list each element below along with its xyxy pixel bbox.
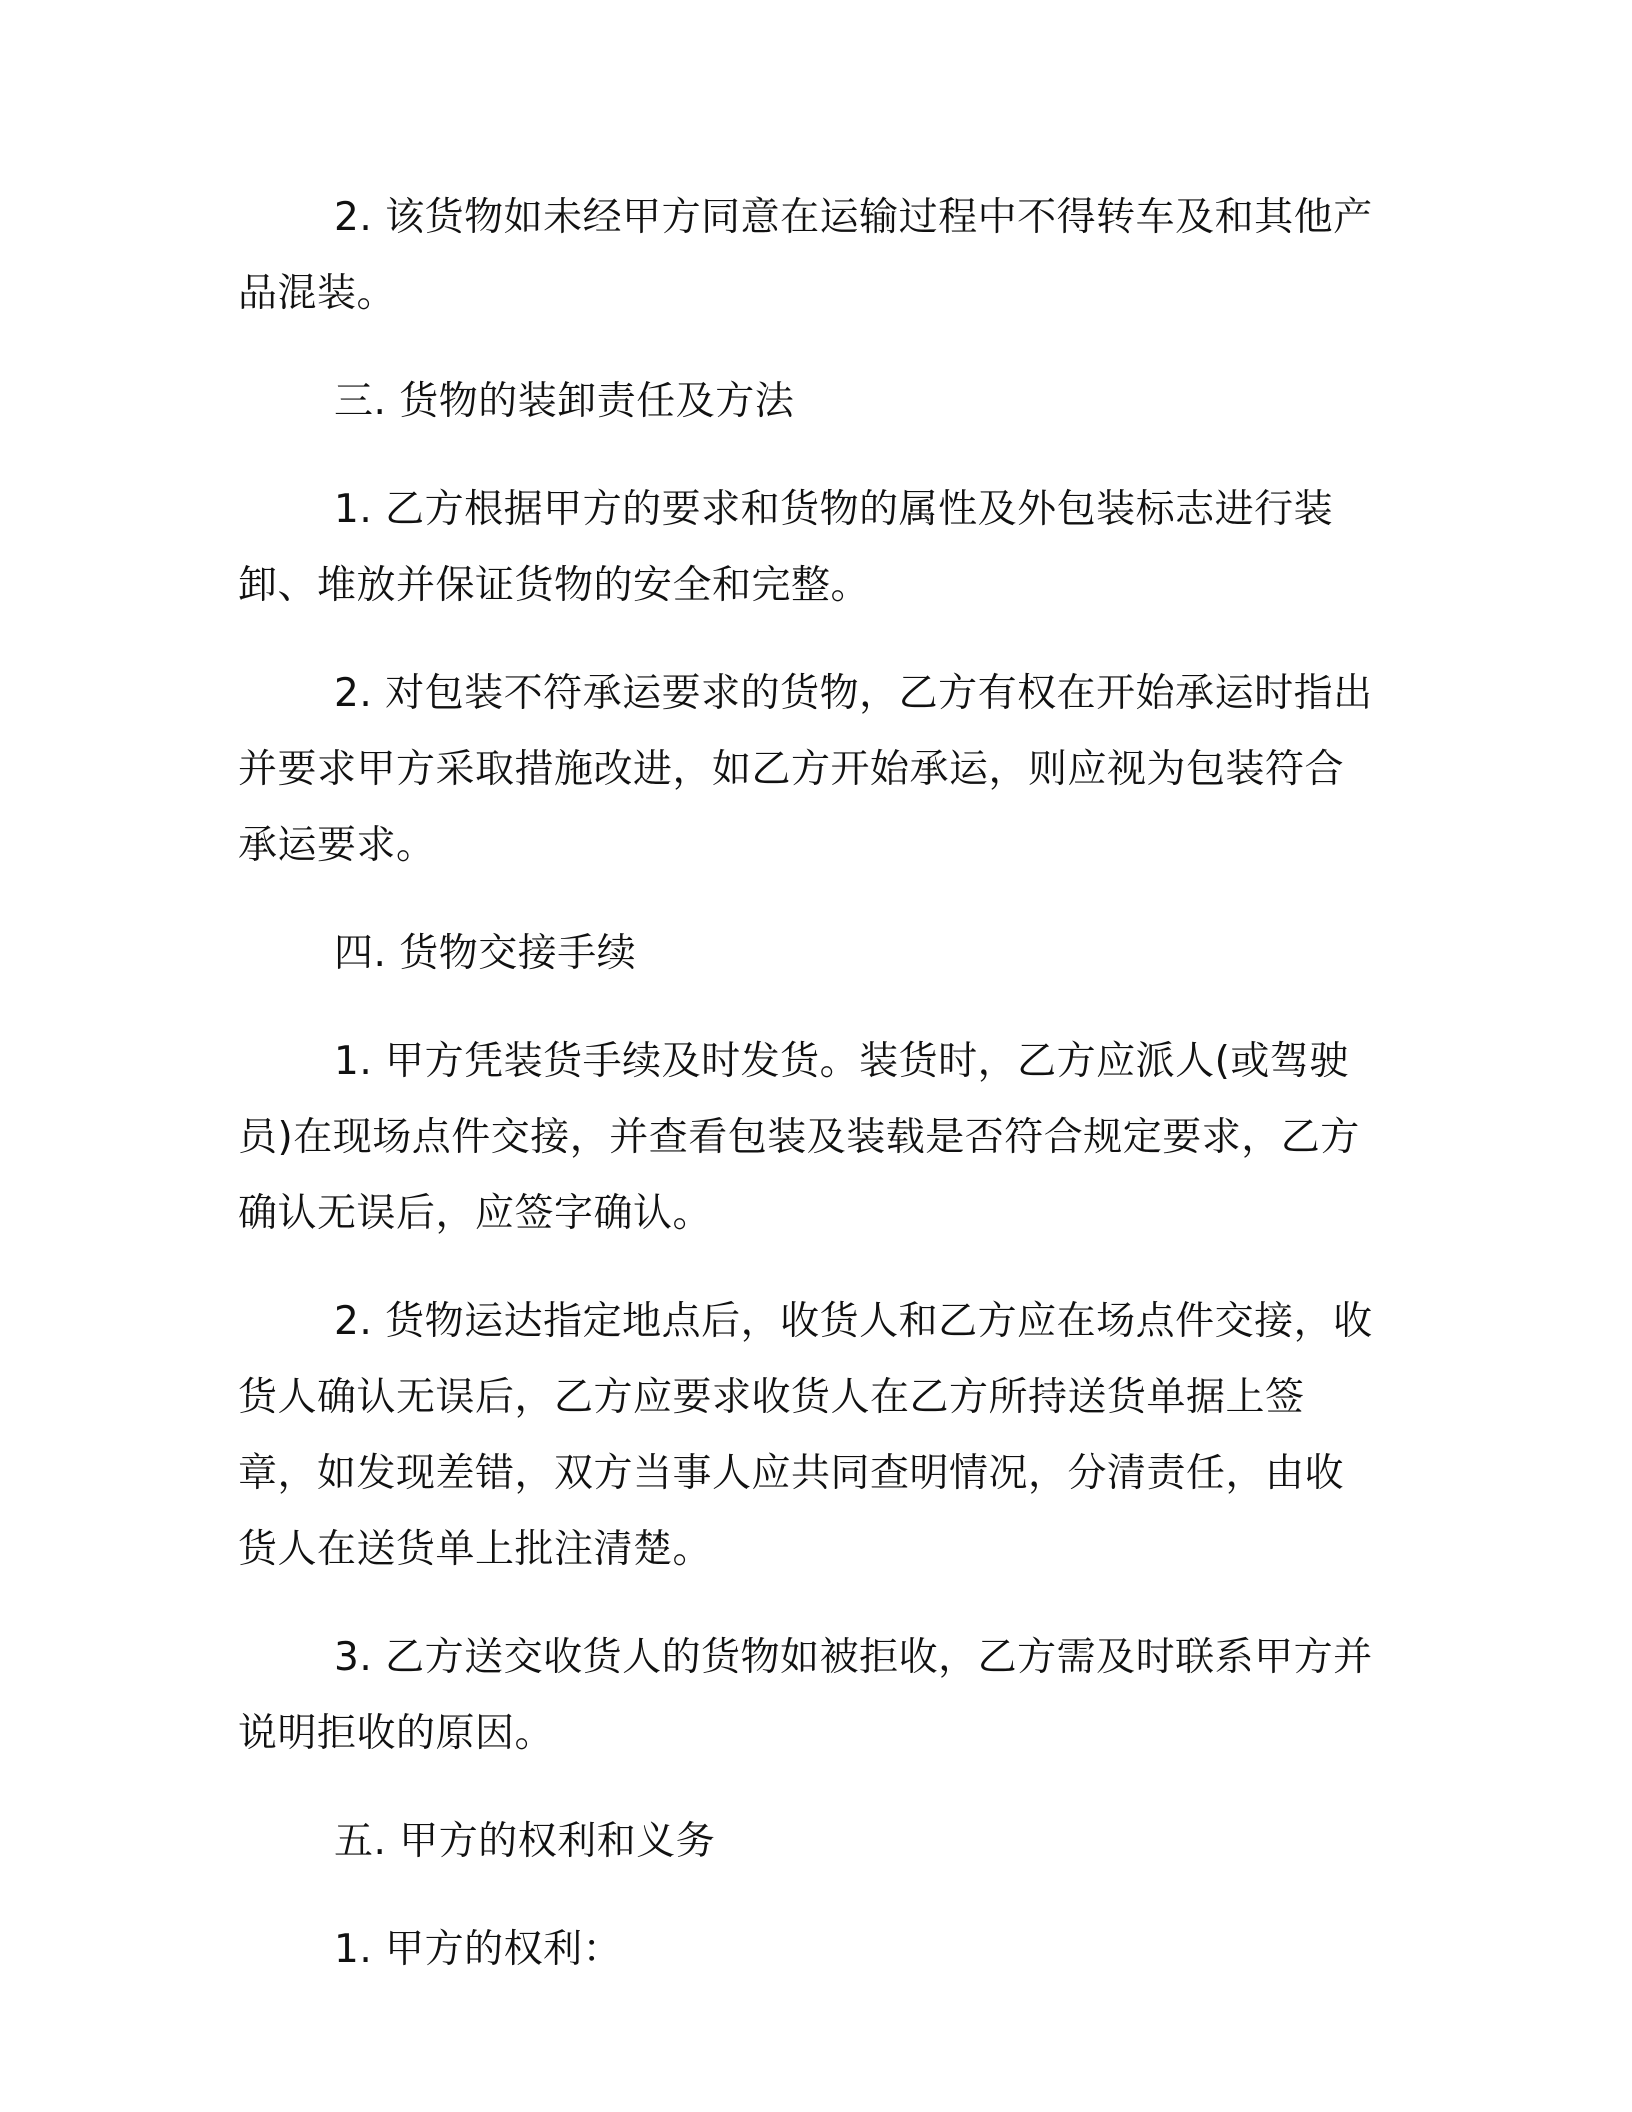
clause-4-1-dispatch: 1. 甲方凭装货手续及时发货。装货时，乙方应派人(或驾驶员)在现场点件交接，并查看包装及装载是否符合规定要求，乙方确认无误后，应签字确认。 bbox=[238, 1039, 1360, 1236]
clause-2-no-transfer: 2. 该货物如未经甲方同意在运输过程中不得转车及和其他产品混装。 bbox=[238, 195, 1373, 316]
clause-4-2-delivery: 2. 货物运达指定地点后，收货人和乙方应在场点件交接，收货人确认无误后，乙方应要求收货人在乙方所持送货单据上签章，如发现差错，双方当事人应共同查明情况，分清责任，由收货人在送货单上批注清楚。 bbox=[238, 1299, 1373, 1572]
clause-3-2-packaging: 2. 对包装不符承运要求的货物，乙方有权在开始承运时指出并要求甲方采取措施改进，如乙方开始承运，则应视为包装符合承运要求。 bbox=[238, 671, 1373, 868]
clause-3-1-loading: 1. 乙方根据甲方的要求和货物的属性及外包装标志进行装卸、堆放并保证货物的安全和完整。 bbox=[238, 487, 1334, 608]
section-4-heading: 四. 货物交接手续 bbox=[334, 931, 637, 976]
clause-5-1-rights: 1. 甲方的权利： bbox=[334, 1927, 623, 1972]
document-body bbox=[238, 180, 1378, 2020]
section-5-heading: 五. 甲方的权利和义务 bbox=[334, 1819, 716, 1864]
section-3-heading: 三. 货物的装卸责任及方法 bbox=[334, 379, 795, 424]
clause-4-3-rejection: 3. 乙方送交收货人的货物如被拒收，乙方需及时联系甲方并说明拒收的原因。 bbox=[238, 1635, 1373, 1756]
